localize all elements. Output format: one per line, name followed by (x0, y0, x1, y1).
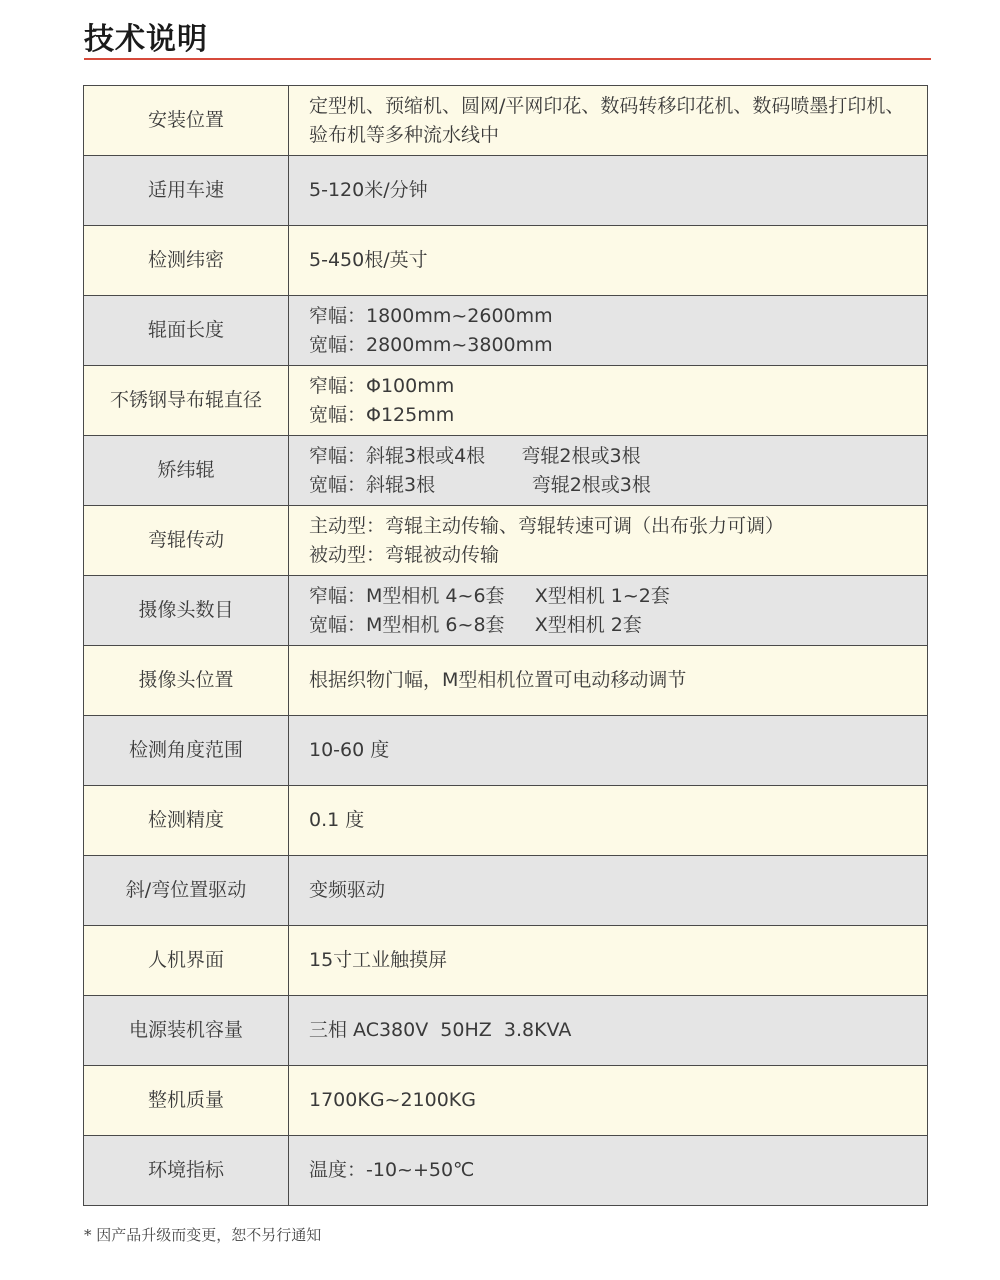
spec-value (289, 716, 928, 786)
spec-value-line: 主动型：弯辊主动传输、弯辊转速可调（出布张力可调） (309, 514, 785, 537)
spec-row (84, 296, 928, 366)
spec-value-line: 宽幅：2800mm~3800mm (309, 333, 553, 356)
spec-value-line: 被动型：弯辊被动传输 (309, 543, 500, 566)
spec-value-line: 变频驱动 (309, 879, 386, 901)
spec-value (289, 856, 928, 926)
spec-value-line: 窄幅：斜辊3根或4根 弯辊2根或3根 (309, 444, 641, 467)
spec-value (289, 576, 928, 646)
spec-value-line: 宽幅：斜辊3根 弯辊2根或3根 (309, 473, 651, 496)
spec-value-line: 宽幅：Φ125mm (309, 403, 455, 426)
spec-value (289, 646, 928, 716)
spec-label: 检测精度 (84, 786, 289, 856)
spec-row (84, 996, 928, 1066)
spec-value-line: 根据织物门幅，M型相机位置可电动移动调节 (309, 669, 687, 691)
spec-row (84, 1136, 928, 1206)
spec-table-body (84, 86, 928, 1206)
spec-value-line: 验布机等多种流水线中 (309, 123, 500, 146)
spec-row (84, 506, 928, 576)
spec-row (84, 156, 928, 226)
spec-value (289, 1066, 928, 1136)
spec-row (84, 86, 928, 156)
spec-value-line: 三相 AC380V 50HZ 3.8KVA (309, 1019, 572, 1041)
spec-value (289, 366, 928, 436)
spec-label: 适用车速 (84, 156, 289, 226)
spec-value-line: 15寸工业触摸屏 (309, 949, 448, 971)
spec-value-line: 窄幅：1800mm~2600mm (309, 304, 553, 327)
spec-value (289, 226, 928, 296)
spec-value-line: 温度：-10~+50℃ (309, 1159, 475, 1181)
spec-label: 斜/弯位置驱动 (84, 856, 289, 926)
spec-label: 摄像头位置 (84, 646, 289, 716)
spec-label: 电源装机容量 (84, 996, 289, 1066)
spec-value (289, 86, 928, 156)
spec-row (84, 226, 928, 296)
spec-table (83, 85, 928, 1206)
spec-value (289, 296, 928, 366)
spec-label: 弯辊传动 (84, 506, 289, 576)
spec-value (289, 786, 928, 856)
spec-label: 检测纬密 (84, 226, 289, 296)
spec-row (84, 436, 928, 506)
spec-value-line: 窄幅：Φ100mm (309, 374, 455, 397)
spec-value (289, 436, 928, 506)
spec-label: 人机界面 (84, 926, 289, 996)
spec-value (289, 506, 928, 576)
spec-row (84, 366, 928, 436)
spec-row (84, 856, 928, 926)
spec-value (289, 1136, 928, 1206)
spec-label: 安装位置 (84, 86, 289, 156)
spec-value (289, 996, 928, 1066)
spec-row (84, 926, 928, 996)
spec-value-line: 5-450根/英寸 (309, 249, 428, 271)
spec-row (84, 576, 928, 646)
page-title: 技术说明 (84, 22, 208, 57)
spec-row (84, 646, 928, 716)
spec-label: 不锈钢导布辊直径 (84, 366, 289, 436)
spec-value-line: 窄幅：M型相机 4~6套 X型相机 1~2套 (309, 584, 670, 607)
spec-label: 摄像头数目 (84, 576, 289, 646)
spec-value (289, 156, 928, 226)
spec-value-line: 宽幅：M型相机 6~8套 X型相机 2套 (309, 613, 642, 636)
spec-value-line: 1700KG~2100KG (309, 1089, 476, 1111)
spec-label: 辊面长度 (84, 296, 289, 366)
spec-value-line: 定型机、预缩机、圆网/平网印花、数码转移印花机、数码喷墨打印机、 (309, 94, 905, 117)
spec-label: 矫纬辊 (84, 436, 289, 506)
spec-value (289, 926, 928, 996)
spec-label: 环境指标 (84, 1136, 289, 1206)
title-divider (84, 58, 931, 60)
spec-row (84, 716, 928, 786)
spec-value-line: 5-120米/分钟 (309, 179, 428, 201)
spec-row (84, 786, 928, 856)
spec-row (84, 1066, 928, 1136)
footnote: * 因产品升级而变更，恕不另行通知 (84, 1226, 322, 1244)
spec-value-line: 10-60 度 (309, 739, 390, 761)
spec-value-line: 0.1 度 (309, 809, 365, 831)
spec-label: 整机质量 (84, 1066, 289, 1136)
spec-label: 检测角度范围 (84, 716, 289, 786)
